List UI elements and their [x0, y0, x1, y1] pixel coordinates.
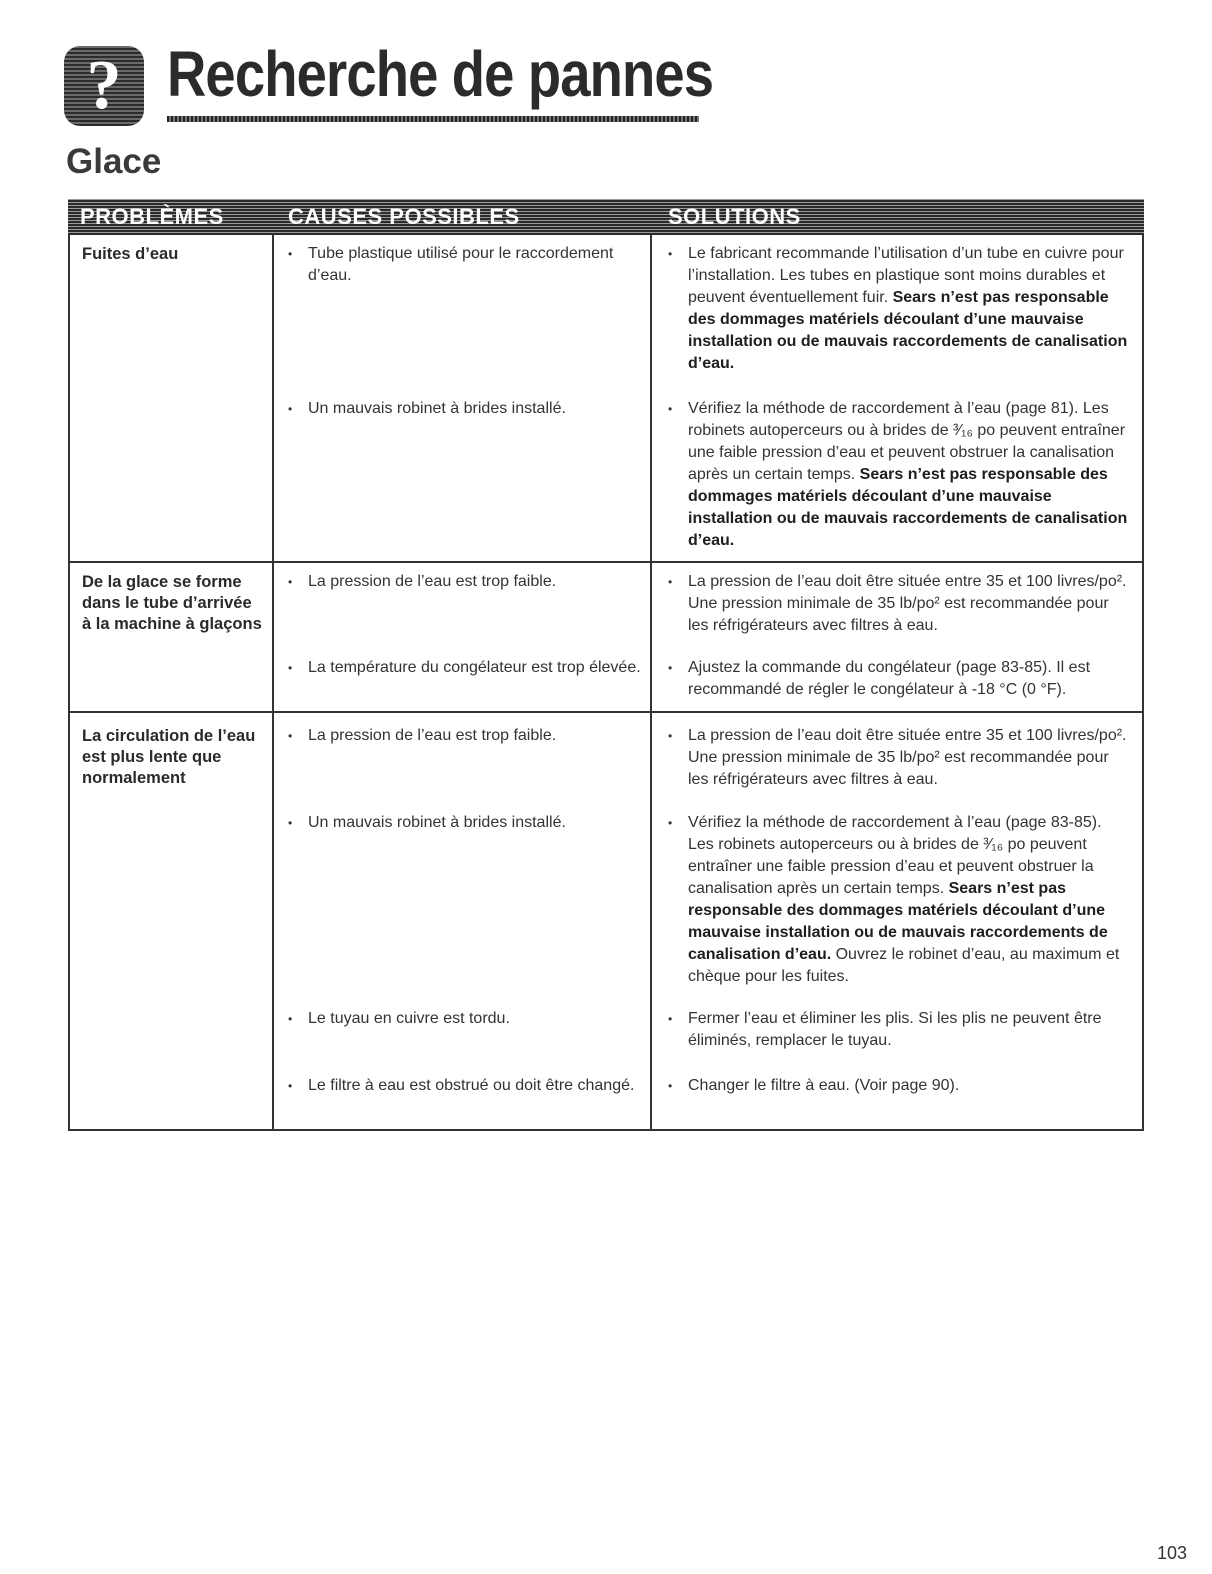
bullet: • [668, 247, 673, 261]
bullet: • [288, 1079, 293, 1093]
bullet: • [288, 816, 293, 830]
cause-item [288, 243, 648, 287]
row-divider [70, 561, 1142, 563]
problem-label: De la glace se forme dans le tube d’arrivée à la machine à glaçons [82, 573, 262, 633]
solution-text: Changer le filtre à eau. (Voir page 90). [688, 1077, 960, 1094]
page-number: 103 [1157, 1543, 1188, 1563]
cause-item [288, 812, 648, 834]
cause-text: Un mauvais robinet à brides installé. [308, 814, 566, 831]
cause-text: Un mauvais robinet à brides installé. [308, 400, 566, 417]
bullet: • [668, 1012, 673, 1026]
page-title: Recherche de pannes [167, 38, 714, 110]
cause-text: La pression de l’eau est trop faible. [308, 573, 557, 590]
title-underline [167, 116, 699, 122]
solution-item [668, 1075, 1128, 1097]
bullet: • [668, 729, 673, 743]
cause-text: La pression de l’eau est trop faible. [308, 727, 557, 744]
section-title: Glace [66, 142, 162, 181]
bullet: • [668, 1079, 673, 1093]
cause-text: La température du congélateur est trop élevée. [308, 659, 641, 676]
cause-item [288, 571, 648, 593]
solution-text: Le fabricant recommande l’utilisation d’un tube en cuivre pour l’installation. Les tubes en plastique sont moins durables et peuvent éventuellement fuir. [688, 245, 1124, 306]
question-mark-icon: ? [64, 46, 144, 126]
cause-item [288, 657, 648, 679]
column-divider [272, 235, 274, 1129]
cause-text: Le tuyau en cuivre est tordu. [308, 1010, 510, 1027]
bullet: • [668, 402, 673, 416]
column-header-solutions: SOLUTIONS [668, 204, 801, 229]
bullet: • [288, 661, 293, 675]
row-divider [70, 711, 1142, 713]
solution-warning: Sears n’est pas responsable des dommages matériels découlant d’une mauvaise installation ou de mauvais raccordements de canalisation d’eau. [688, 880, 1108, 963]
cause-text: Tube plastique utilisé pour le raccordement d’eau. [308, 245, 614, 284]
problem-label: La circulation de l’eau est plus lente que normalement [82, 727, 256, 787]
cause-item [288, 398, 648, 420]
column-header-causes: CAUSES POSSIBLES [288, 204, 520, 229]
bullet: • [288, 402, 293, 416]
troubleshooting-table [68, 235, 1144, 1131]
cause-item [288, 1008, 648, 1030]
solution-text: Ajustez la commande du congélateur (page 83-85). Il est recommandé de régler le congélateur à -18 °C (0 °F). [688, 659, 1091, 698]
cause-text: Le filtre à eau est obstrué ou doit être changé. [308, 1077, 635, 1094]
problem-label: Fuites d’eau [82, 245, 179, 263]
solution-warning: Sears n’est pas responsable des dommages matériels découlant d’une mauvaise installation ou de mauvais raccordements de canalisation d’eau. [688, 289, 1128, 372]
solution-text: Vérifiez la méthode de raccordement à l’eau (page 83-85). Les robinets autoperceurs ou à brides de ³⁄₁₆ po peuvent entraîner une faible pression d’eau et peuvent obstruer la canalisation après un certain temps. [688, 814, 1102, 897]
column-header-problems: PROBLÈMES [80, 204, 224, 229]
bullet: • [668, 816, 673, 830]
solution-item [668, 812, 1128, 988]
solution-item [668, 243, 1128, 375]
solution-text: Fermer l’eau et éliminer les plis. Si les plis ne peuvent être éliminés, remplacer le tuyau. [688, 1010, 1102, 1049]
column-divider [650, 235, 652, 1129]
solution-tail: Ouvrez le robinet d’eau, au maximum et chèque pour les fuites. [688, 946, 1120, 985]
bullet: • [288, 729, 293, 743]
solution-item [668, 657, 1128, 701]
page-header [64, 34, 714, 124]
solution-text: La pression de l’eau doit être située entre 35 et 100 livres/po². Une pression minimale de 35 lb/po² est recommandée pour les réfrigérateurs avec filtres à eau. [688, 573, 1127, 634]
solution-text: Vérifiez la méthode de raccordement à l’eau (page 81). Les robinets autoperceurs ou à brides de ³⁄₁₆ po peuvent entraîner une faible pression d’eau et peuvent obstruer la canalisation après un certain temps. [688, 400, 1126, 483]
bullet: • [668, 575, 673, 589]
solution-item [668, 725, 1128, 791]
solution-item [668, 571, 1128, 637]
solution-text: La pression de l’eau doit être située entre 35 et 100 livres/po². Une pression minimale de 35 lb/po² est recommandée pour les réfrigérateurs avec filtres à eau. [688, 727, 1127, 788]
bullet: • [288, 575, 293, 589]
bullet: • [288, 1012, 293, 1026]
table-header [68, 199, 1144, 235]
bullet: • [288, 247, 293, 261]
solution-item [668, 1008, 1128, 1052]
solution-item [668, 398, 1128, 552]
bullet: • [668, 661, 673, 675]
solution-warning: Sears n’est pas responsable des dommages matériels découlant d’une mauvaise installation ou de mauvais raccordements de canalisation d’eau. [688, 466, 1128, 549]
cause-item [288, 1075, 648, 1097]
cause-item [288, 725, 648, 747]
